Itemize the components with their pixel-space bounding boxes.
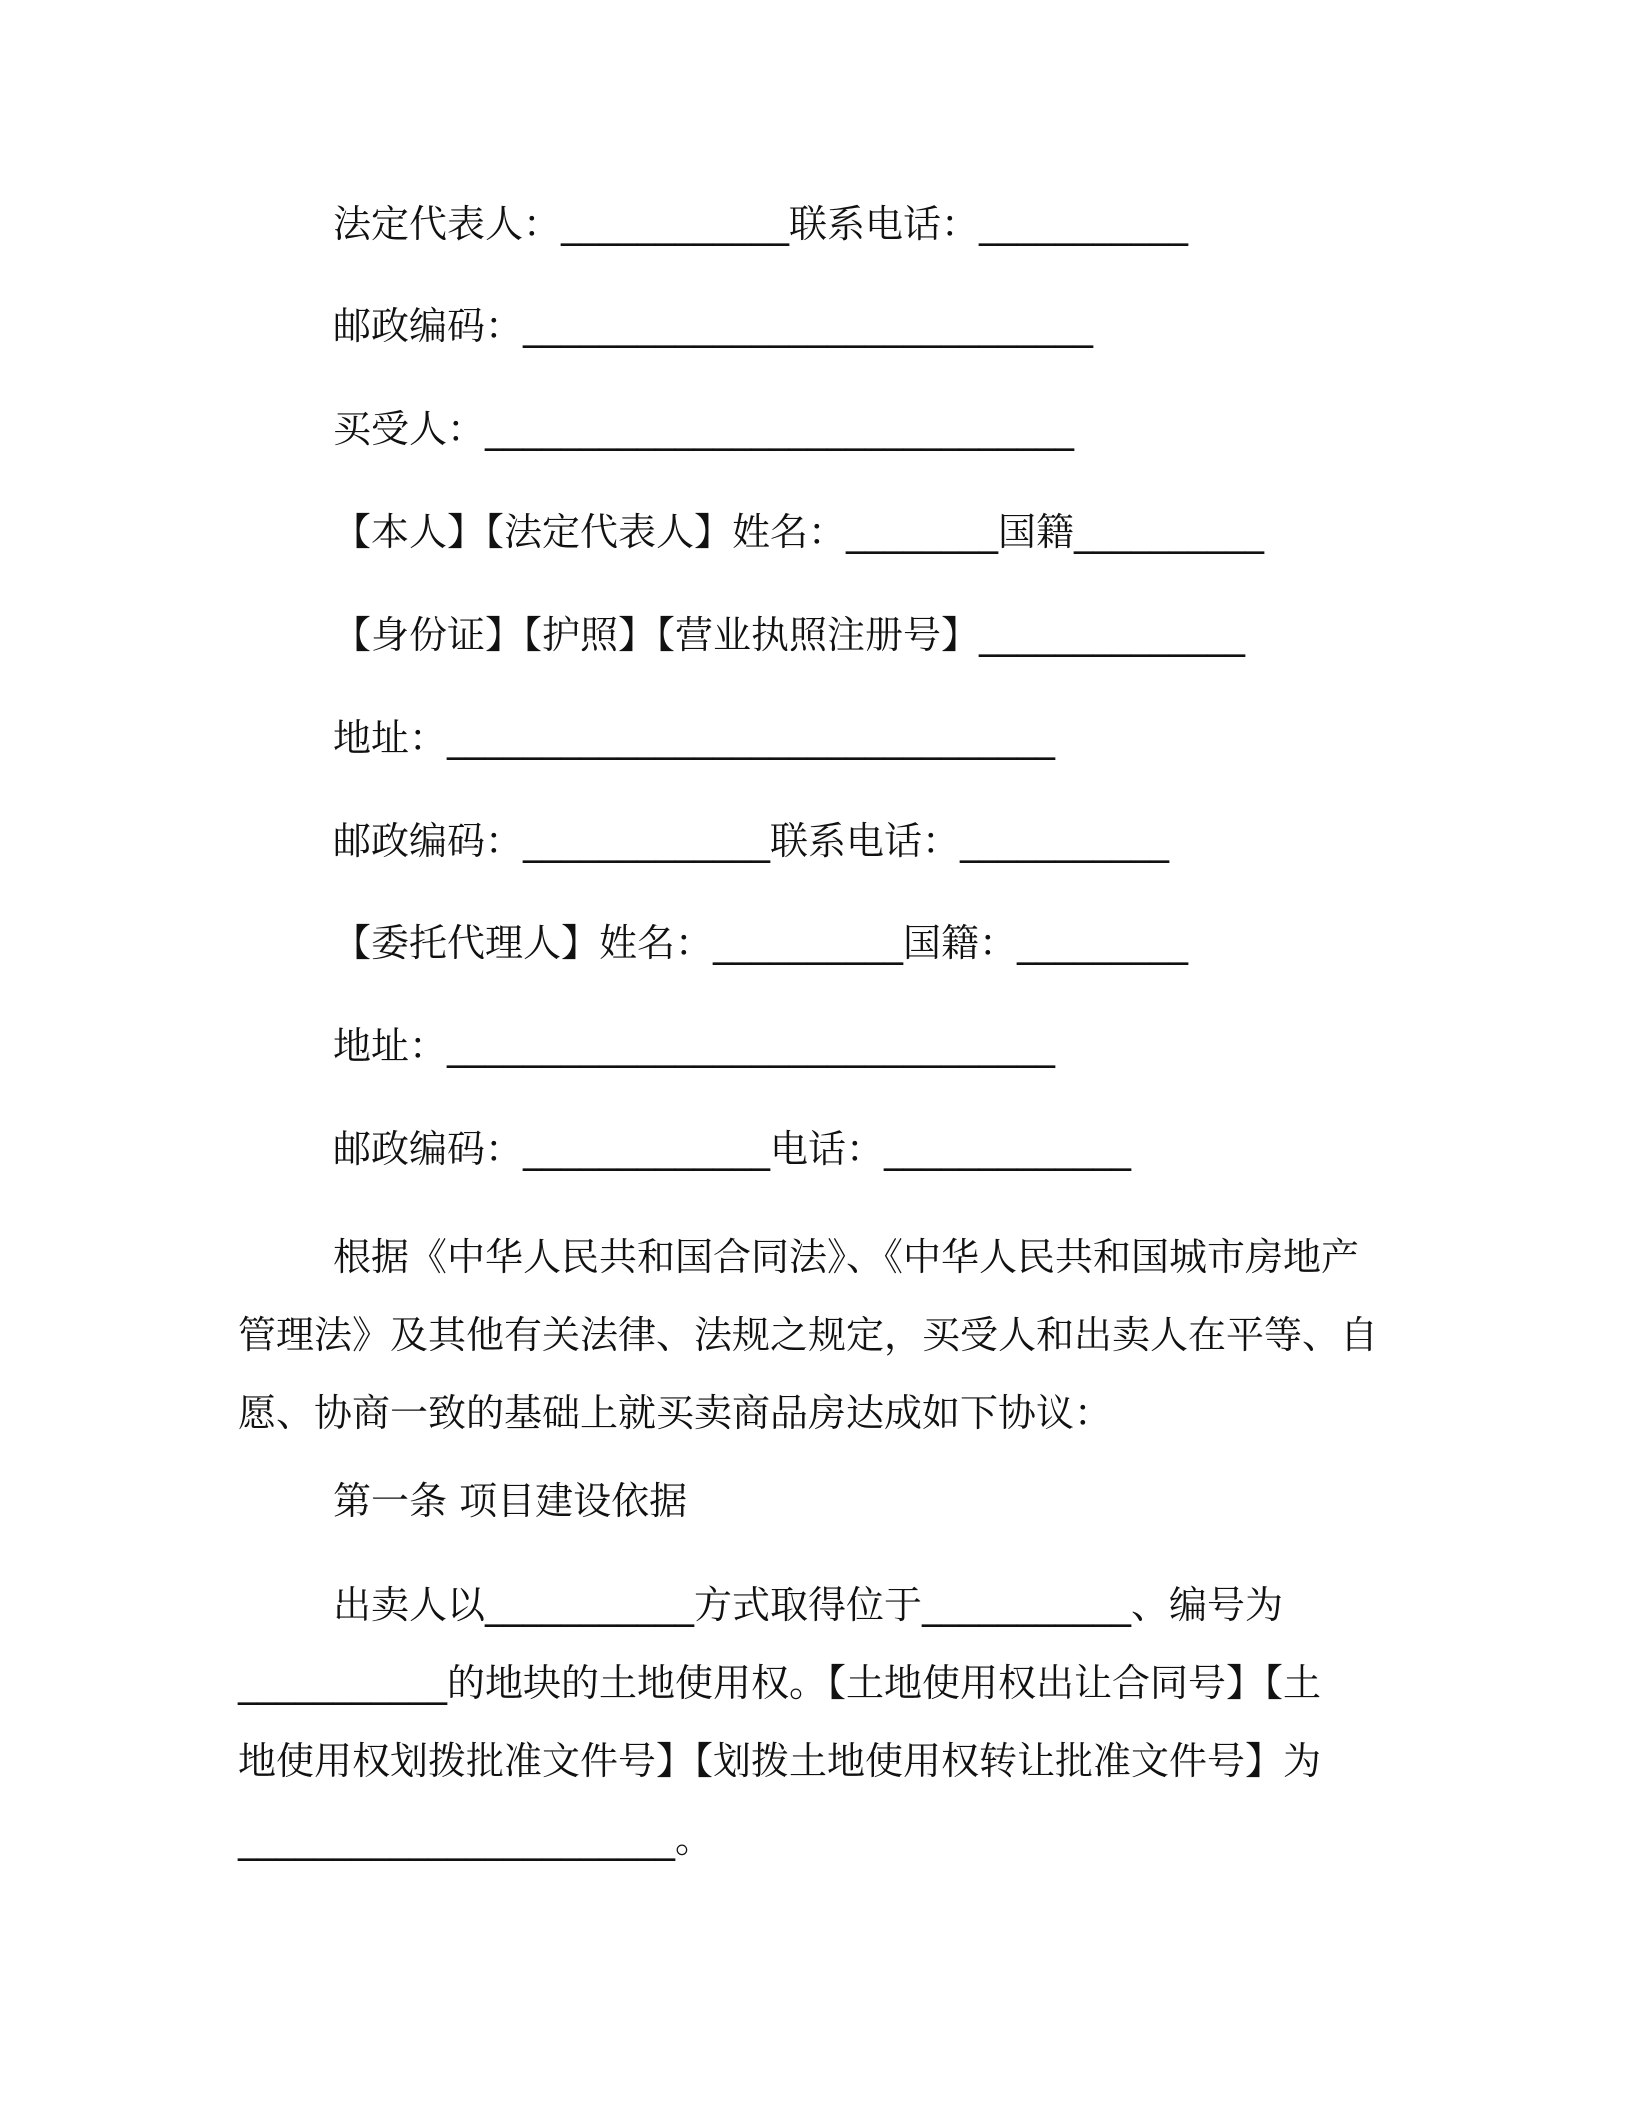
agent-address-line: 地址：________________________________ (333, 1024, 1056, 1068)
seller-postal-code-line: 邮政编码：______________________________ (333, 304, 1094, 348)
article-paragraph-line-3: 地使用权划拨批准文件号】【划拨土地使用权转让批准文件号】为 (238, 1739, 1322, 1783)
article-title: 第一条 项目建设依据 (333, 1479, 688, 1523)
buyer-line: 买受人：_______________________________ (333, 407, 1075, 451)
legal-basis-paragraph-line-1: 根据《中华人民共和国合同法》、《中华人民共和国城市房地产 (333, 1235, 1360, 1279)
buyer-postal-phone-line: 邮政编码：_____________联系电话：___________ (333, 819, 1170, 863)
article-paragraph-line-4: _______________________。 (238, 1817, 714, 1861)
article-paragraph-line-2: ___________的地块的土地使用权。【土地使用权出让合同号】【土 (238, 1661, 1322, 1705)
buyer-id-line: 【身份证】【护照】【营业执照注册号】______________ (333, 613, 1246, 657)
agent-postal-phone-line: 邮政编码：_____________电话：_____________ (333, 1127, 1132, 1171)
agent-name-nationality-line: 【委托代理人】姓名：__________国籍：_________ (333, 921, 1189, 965)
article-paragraph-line-1: 出卖人以___________方式取得位于___________、编号为 (333, 1583, 1284, 1627)
legal-representative-line: 法定代表人：____________联系电话：___________ (333, 202, 1189, 246)
legal-basis-paragraph-line-2: 管理法》及其他有关法律、法规之规定，买受人和出卖人在平等、自 (238, 1313, 1379, 1357)
buyer-name-nationality-line: 【本人】【法定代表人】姓名：________国籍__________ (333, 510, 1265, 554)
legal-basis-paragraph-line-3: 愿、协商一致的基础上就买卖商品房达成如下协议： (238, 1391, 1113, 1435)
buyer-address-line: 地址：________________________________ (333, 716, 1056, 760)
